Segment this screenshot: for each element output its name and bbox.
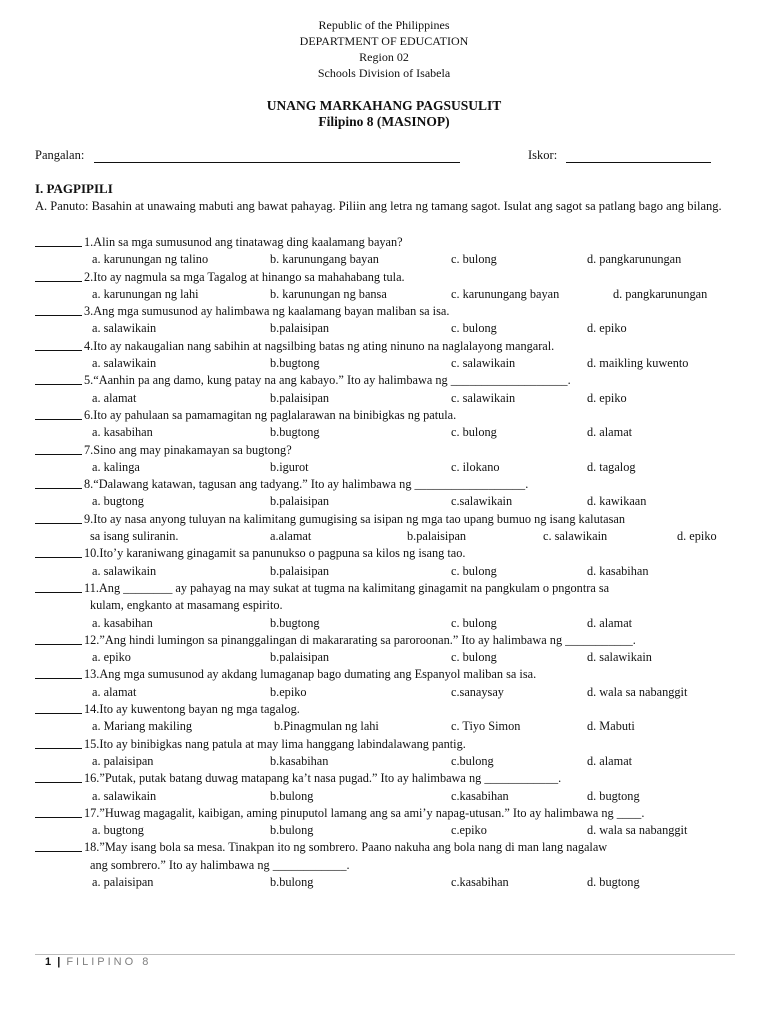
answer-blank[interactable]	[35, 805, 82, 818]
choice-d[interactable]: d. pangkarunungan	[613, 286, 708, 301]
choice-d[interactable]: d. salawikain	[587, 650, 652, 665]
choice-row	[35, 649, 740, 666]
choice-row	[35, 874, 740, 891]
choice-a[interactable]: a. bugtong	[92, 494, 144, 509]
answer-blank[interactable]	[35, 545, 82, 558]
question-text: Ang ________ ay pahayag na may sukat at tugma na kalimitang ginagamit na pangkulam o pngontra sa	[98, 580, 610, 595]
choice-b[interactable]: b.palaisipan	[270, 494, 330, 509]
choice-c[interactable]: c.sanaysay	[451, 684, 504, 699]
choice-a[interactable]: a. palaisipan	[92, 753, 154, 768]
choice-a[interactable]: a. Mariang makiling	[92, 719, 193, 734]
question-continuation: sa isang suliranin.	[90, 529, 179, 544]
choice-d[interactable]: d. wala sa nabanggit	[587, 684, 688, 699]
page-footer	[45, 956, 151, 968]
choice-d[interactable]: d. epiko	[587, 321, 627, 336]
choice-b[interactable]: b.palaisipan	[407, 529, 467, 544]
choice-c[interactable]: c.bulong	[451, 753, 494, 768]
answer-blank[interactable]	[35, 839, 82, 852]
choice-b[interactable]: b.palaisipan	[270, 321, 330, 336]
choice-d[interactable]: d. maikling kuwento	[587, 356, 689, 371]
question-number: 3.	[84, 304, 94, 319]
question-number: 12.	[84, 632, 100, 647]
section-heading: I. PAGPIPILI	[35, 181, 113, 196]
question-18	[35, 839, 740, 856]
choice-d[interactable]: d. pangkarunungan	[587, 252, 682, 267]
choice-row	[35, 320, 740, 337]
choice-d[interactable]: d. bugtong	[587, 874, 640, 889]
choice-a[interactable]: a. kasabihan	[92, 615, 153, 630]
question-number: 7.	[84, 442, 94, 457]
question-5	[35, 372, 740, 389]
choice-row	[35, 615, 740, 632]
question-8	[35, 476, 740, 493]
answer-blank[interactable]	[35, 770, 82, 783]
question-2	[35, 269, 740, 286]
choice-b[interactable]: b.bugtong	[270, 425, 320, 440]
choice-c[interactable]: c. bulong	[451, 563, 497, 578]
name-label: Pangalan:	[35, 148, 85, 162]
choice-row	[35, 459, 740, 476]
question-1	[35, 234, 740, 251]
choice-row	[35, 718, 740, 735]
choice-row	[35, 286, 740, 303]
question-number: 18.	[84, 840, 100, 855]
question-text: Ito ay nakaugalian nang sabihin at nagsilbing batas ng ating ninuno na naglalayong mangaral.	[93, 338, 555, 353]
score-blank-line[interactable]	[566, 162, 711, 163]
question-text: “Aanhin pa ang damo, kung patay na ang kabayo.” Ito ay halimbawa ng ___________________.	[93, 373, 571, 388]
exam-title-sub: Filipino 8 (MASINOP)	[318, 114, 450, 129]
answer-blank[interactable]	[35, 580, 82, 593]
choice-a[interactable]: a. alamat	[92, 684, 137, 699]
name-blank-line[interactable]	[94, 162, 460, 163]
choice-c[interactable]: c. salawikain	[451, 356, 516, 371]
choice-d[interactable]: d. Mabuti	[587, 719, 635, 734]
question-number: 10.	[84, 546, 100, 561]
answer-blank[interactable]	[35, 511, 82, 524]
choice-c[interactable]: c. karunungang bayan	[451, 286, 560, 301]
choice-a[interactable]: a. salawikain	[92, 321, 157, 336]
question-6	[35, 407, 740, 424]
choice-b[interactable]: b.palaisipan	[270, 390, 330, 405]
answer-blank[interactable]	[35, 234, 82, 247]
choice-a[interactable]: a. karunungan ng talino	[92, 252, 209, 267]
choice-a[interactable]: a. salawikain	[92, 563, 157, 578]
question-text: Ang mga sumusunod ay halimbawa ng kaalamang bayan maliban sa isa.	[93, 304, 450, 319]
choice-c[interactable]: c.kasabihan	[451, 874, 509, 889]
question-17	[35, 805, 740, 822]
question-text: Sino ang may pinakamayan sa bugtong?	[93, 442, 292, 457]
name-score-row	[35, 148, 735, 166]
question-list	[35, 234, 740, 891]
question-text: Alin sa mga sumusunod ang tinatawag ding kaalamang bayan?	[93, 235, 403, 249]
choice-a[interactable]: a. kasabihan	[92, 425, 153, 440]
answer-blank[interactable]	[35, 666, 82, 679]
choice-a[interactable]: a. salawikain	[92, 788, 157, 803]
question-4	[35, 338, 740, 355]
question-7	[35, 442, 740, 459]
answer-blank[interactable]	[35, 303, 82, 316]
question-number: 4.	[84, 338, 94, 353]
question-number: 14.	[84, 702, 100, 717]
choice-row	[35, 753, 740, 770]
choice-d[interactable]: d. wala sa nabanggit	[587, 823, 688, 838]
answer-blank[interactable]	[35, 338, 82, 351]
choice-c[interactable]: c.salawikain	[451, 494, 513, 509]
choice-d[interactable]: d. bugtong	[587, 788, 640, 803]
choice-b[interactable]: b.Pinagmulan ng lahi	[274, 719, 379, 734]
question-10	[35, 545, 740, 562]
choice-a[interactable]: a. salawikain	[92, 356, 157, 371]
question-11	[35, 580, 740, 597]
choice-row	[35, 822, 740, 839]
choice-c[interactable]: c. bulong	[451, 252, 497, 267]
question-14	[35, 701, 740, 718]
answer-blank[interactable]	[35, 442, 82, 455]
choice-a[interactable]: a. epiko	[92, 650, 131, 665]
question-text: Ito ay pahulaan sa pamamagitan ng paglalarawan na binibigkas ng patula.	[93, 407, 457, 422]
question-text: Ito’y karaniwang ginagamit sa panunukso o pagpuna sa kilos ng isang tao.	[99, 546, 466, 561]
question-continuation: kulam, engkanto at masamang espirito.	[90, 598, 283, 613]
choice-b[interactable]: b.bulong	[270, 788, 314, 803]
choice-d[interactable]: d. kasabihan	[587, 563, 649, 578]
choice-c[interactable]: c. bulong	[451, 650, 497, 665]
answer-blank[interactable]	[35, 372, 82, 385]
question-9	[35, 511, 740, 528]
choice-a[interactable]: a. bugtong	[92, 823, 144, 838]
choice-d[interactable]: d. epiko	[677, 529, 717, 544]
choice-c[interactable]: c. salawikain	[543, 529, 608, 544]
header-department: DEPARTMENT OF EDUCATION	[299, 34, 469, 48]
choice-d[interactable]: d. tagalog	[587, 459, 636, 474]
question-number: 2.	[84, 269, 94, 284]
question-number: 11.	[84, 580, 99, 595]
choice-b[interactable]: b.palaisipan	[270, 650, 330, 665]
answer-blank[interactable]	[35, 701, 82, 714]
question-15	[35, 736, 740, 753]
choice-c[interactable]: c. ilokano	[451, 459, 500, 474]
question-text: ”Ang hindi lumingon sa pinanggalingan di makararating sa paroroonan.” Ito ay halimbawa ng ___________.	[99, 632, 636, 647]
question-3	[35, 303, 740, 320]
exam-title	[0, 98, 768, 130]
page-number: 1	[45, 956, 52, 968]
footer-rule	[35, 954, 735, 955]
question-12	[35, 632, 740, 649]
exam-title-main: UNANG MARKAHANG PAGSUSULIT	[266, 98, 502, 113]
choice-d[interactable]: d. kawikaan	[587, 494, 647, 509]
choice-row	[35, 788, 740, 805]
choice-a[interactable]: a. palaisipan	[92, 874, 154, 889]
choice-row	[35, 355, 740, 372]
question-text: ”Huwag magagalit, kaibigan, aming pinuputol lamang ang sa ami’y napag-utusan.” Ito ay halimbawa ng ____.	[99, 805, 645, 820]
choice-c[interactable]: c.kasabihan	[451, 788, 509, 803]
question-number: 13.	[84, 667, 100, 682]
choice-c[interactable]: c. bulong	[451, 321, 497, 336]
choice-c[interactable]: c.epiko	[451, 823, 487, 838]
question-text: “Dalawang katawan, tagusan ang tadyang.” Ito ay halimbawa ng __________________.	[93, 477, 529, 492]
choice-a[interactable]: a. karunungan ng lahi	[92, 286, 199, 301]
answer-blank[interactable]	[35, 269, 82, 282]
choice-c[interactable]: c. salawikain	[451, 390, 516, 405]
header-republic: Republic of the Philippines	[318, 18, 450, 32]
question-continuation-choices	[35, 528, 740, 545]
question-text: ”Putak, putak batang duwag matapang ka’t nasa pugad.” Ito ay halimbawa ng ____________.	[99, 771, 562, 786]
choice-b[interactable]: b.bugtong	[270, 615, 320, 630]
choice-b[interactable]: b. karunungan ng bansa	[270, 286, 387, 301]
question-continuation: ang sombrero.” Ito ay halimbawa ng ____________.	[90, 857, 350, 872]
answer-blank[interactable]	[35, 736, 82, 749]
question-number: 1.	[84, 235, 94, 249]
instructions: A. Panuto: Basahin at unawaing mabuti ang bawat pahayag. Piliin ang letra ng tamang sagot. Isulat ang sagot sa patlang bago ang bilang.	[35, 199, 722, 213]
score-label: Iskor:	[528, 148, 558, 162]
choice-b[interactable]: b.igurot	[270, 459, 309, 474]
choice-d[interactable]: d. alamat	[587, 753, 633, 768]
answer-blank[interactable]	[35, 407, 82, 420]
question-number: 8.	[84, 477, 94, 492]
answer-blank[interactable]	[35, 476, 82, 489]
choice-row	[35, 251, 740, 268]
choice-d[interactable]: d. epiko	[587, 390, 627, 405]
question-number: 9.	[84, 511, 94, 526]
choice-b[interactable]: b.palaisipan	[270, 563, 330, 578]
question-number: 17.	[84, 805, 100, 820]
document-header	[0, 17, 768, 81]
choice-row	[35, 390, 740, 407]
choice-b[interactable]: b.bulong	[270, 874, 314, 889]
choice-row	[35, 563, 740, 580]
question-number: 15.	[84, 736, 100, 751]
choice-b[interactable]: b.bugtong	[270, 356, 320, 371]
choice-b[interactable]: b. karunungang bayan	[270, 252, 379, 267]
choice-b[interactable]: b.kasabihan	[270, 753, 329, 768]
footer-subject: FILIPINO 8	[66, 956, 152, 968]
header-division: Schools Division of Isabela	[317, 66, 451, 80]
question-number: 6.	[84, 407, 94, 422]
footer-separator: |	[57, 956, 61, 968]
question-text: ”May isang bola sa mesa. Tinakpan ito ng sombrero. Paano nakuha ang bola nang di man lang nagalaw	[99, 840, 608, 855]
choice-row	[35, 684, 740, 701]
choice-c[interactable]: c. bulong	[451, 425, 497, 440]
choice-row	[35, 424, 740, 441]
question-text: Ito ay binibigkas nang patula at may lima hanggang labindalawang pantig.	[99, 736, 466, 751]
choice-b[interactable]: b.epiko	[270, 684, 307, 699]
choice-c[interactable]: c. bulong	[451, 615, 497, 630]
question-text: Ang mga sumusunod ay akdang lumaganap bago dumating ang Espanyol maliban sa isa.	[99, 667, 537, 682]
choice-c[interactable]: c. Tiyo Simon	[451, 719, 521, 734]
header-region: Region 02	[359, 50, 409, 64]
choice-a[interactable]: a. alamat	[92, 390, 137, 405]
choice-b[interactable]: b.bulong	[270, 823, 314, 838]
choice-a[interactable]: a.alamat	[270, 529, 312, 544]
answer-blank[interactable]	[35, 632, 82, 645]
question-text: Ito ay kuwentong bayan ng mga tagalog.	[99, 702, 300, 717]
question-text: Ito ay nasa anyong tuluyan na kalimitang gumugising sa isipan ng mga tao upang bumuo ng isang kalutasan	[93, 511, 625, 526]
choice-d[interactable]: d. alamat	[587, 425, 633, 440]
choice-d[interactable]: d. alamat	[587, 615, 633, 630]
choice-a[interactable]: a. kalinga	[92, 459, 140, 474]
question-16	[35, 770, 740, 787]
question-number: 16.	[84, 771, 100, 786]
question-number: 5.	[84, 373, 94, 388]
choice-row	[35, 493, 740, 510]
question-13	[35, 666, 740, 683]
question-text: Ito ay nagmula sa mga Tagalog at hinango sa mahahabang tula.	[93, 269, 405, 284]
